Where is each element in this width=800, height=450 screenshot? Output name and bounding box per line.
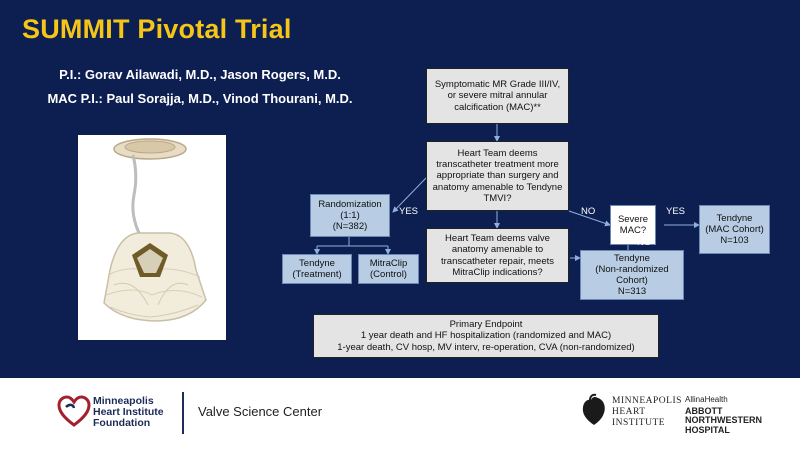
tendyne-nonrand-name: Tendyne	[614, 252, 650, 264]
footer-divider	[182, 392, 184, 434]
symptomatic-mr-text: Symptomatic MR Grade III/IV, or severe mitral annular calcification (MAC)**	[434, 79, 561, 113]
mitraclip-control-box	[358, 254, 419, 284]
randomization-box	[310, 194, 390, 237]
anw-line3: HOSPITAL	[685, 424, 730, 435]
primary-endpoint-title: Primary Endpoint	[449, 319, 523, 331]
mhi-name-line1: MINNEAPOLIS	[612, 396, 682, 406]
tendyne-mac-name: Tendyne	[716, 212, 753, 224]
severe-mac-line2: MAC?	[619, 225, 647, 236]
yes-label-randomization: YES	[399, 206, 419, 217]
tendyne-nonrand-count: N=313	[617, 286, 647, 298]
yes-label-mac: YES	[666, 206, 686, 217]
mhif-heart-logo-icon	[57, 395, 91, 427]
primary-endpoint-line1: 1 year death and HF hospitalization (randomized and MAC)	[360, 330, 612, 342]
mitraclip-name: MitraClip	[369, 257, 408, 269]
mac-pi-line: MAC P.I.: Paul Sorajja, M.D., Vinod Thourani, M.D.	[47, 91, 353, 106]
heart-team-repair-box	[426, 228, 569, 283]
heart-team-tmvi-text: Heart Team deems transcatheter treatment more appropriate than surgery and anatomy amenable to Tendyne TMVI?	[432, 147, 563, 204]
tendyne-mac-count: N=103	[720, 235, 749, 247]
no-label-repair: NO	[581, 206, 596, 217]
mhif-name-line1: Minneapolis	[93, 395, 154, 407]
footer	[0, 378, 800, 450]
tendyne-mac-cohort: (MAC Cohort)	[705, 223, 764, 235]
allina-health-logo: AllinaHealth	[685, 395, 728, 404]
anw-line1: ABBOTT	[685, 406, 723, 416]
heart-team-tmvi-box	[426, 141, 569, 211]
mhi-heart-icon	[580, 393, 608, 427]
mitraclip-arm: (Control)	[370, 269, 407, 280]
no-label-mac: NO	[637, 237, 652, 248]
mhi-name	[612, 396, 682, 429]
tendyne-treatment-box	[282, 254, 352, 284]
primary-endpoint-box	[313, 314, 659, 358]
anw-line2: NORTHWESTERN	[685, 415, 762, 426]
mhif-name	[93, 396, 164, 429]
mhif-name-line3: Foundation	[93, 417, 151, 430]
severe-mac-line1: Severe	[617, 213, 649, 225]
randomization-count: (N=382)	[332, 221, 368, 233]
abbott-northwestern-logo	[685, 407, 762, 435]
mhi-name-line2: HEART	[612, 406, 646, 417]
slide-title: SUMMIT Pivotal Trial	[22, 14, 292, 44]
tendyne-nonrand-cohort-line1: (Non-randomized	[595, 263, 669, 275]
mhi-name-line3: INSTITUTE	[612, 417, 666, 428]
randomization-ratio: (1:1)	[340, 209, 360, 221]
symptomatic-mr-box	[426, 68, 569, 124]
tendyne-mac-cohort-box	[699, 205, 770, 254]
tendyne-treatment-name: Tendyne	[299, 257, 335, 269]
valve-science-center: Valve Science Center	[198, 404, 323, 419]
primary-endpoint-line2: 1-year death, CV hosp, MV interv, re-operation, CVA (non-randomized)	[337, 341, 635, 353]
mhif-name-line2: Heart Institute	[93, 406, 164, 419]
tendyne-treatment-arm: (Treatment)	[292, 269, 342, 280]
tendyne-nonrandomized-box	[580, 250, 684, 300]
randomization-label: Randomization	[318, 198, 382, 210]
tendyne-nonrand-cohort-line2: Cohort)	[616, 275, 648, 286]
heart-team-repair-text: Heart Team deems valve anatomy amenable to transcatheter repair, meets MitraClip indications?	[441, 233, 554, 278]
pi-line: P.I.: Gorav Ailawadi, M.D., Jason Rogers, M.D.	[59, 67, 341, 82]
